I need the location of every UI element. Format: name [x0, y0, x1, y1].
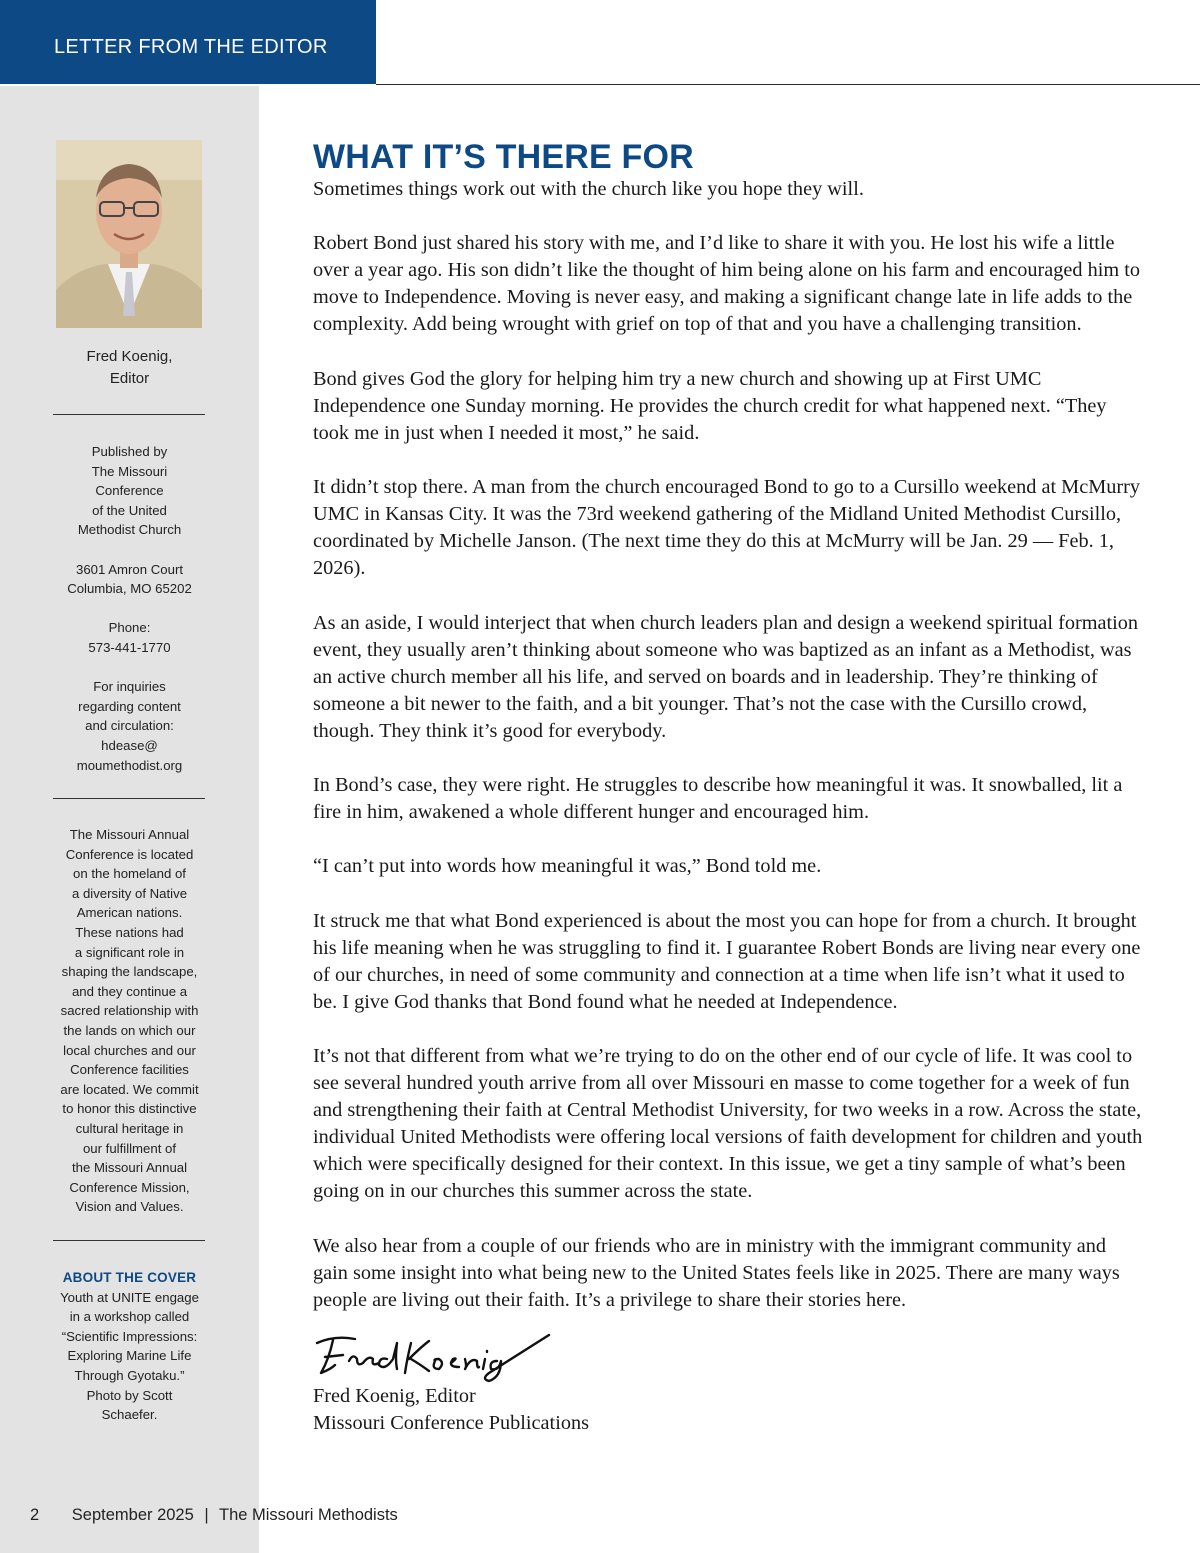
acknowledgement-line: shaping the landscape, — [61, 964, 198, 980]
acknowledgement-line: Conference Mission, — [69, 1179, 190, 1195]
phone-number: 573-441-1770 — [88, 639, 171, 655]
article-paragraph: It didn’t stop there. A man from the church encouraged Bond to go to a Cursillo weekend at McMurry UMC in Kansas City. It was the 73rd weekend gathering of the Midland United Methodist Cursillo, coordinated by Michelle Janson. (The next time they do this at McMurry will be Jan. 29 — Feb. 1, 2026). — [313, 476, 1141, 580]
article-body — [313, 176, 1143, 1314]
caption-name: Fred Koenig, — [86, 348, 173, 365]
sidebar-divider — [53, 798, 205, 799]
about-the-cover — [22, 1268, 237, 1425]
acknowledgement-line: Conference is located — [65, 846, 194, 862]
article-paragraph: It struck me that what Bond experienced is about the most you can hope for from a church. It brought his life meaning when he was struggling to find it. I guarantee Robert Bonds are living near every one of our churches, in need of some community and connection at a time when life isn’t what it used to be. I give God thanks that Bond found what he needed at Independence. — [313, 909, 1141, 1013]
publisher-line: Conference — [95, 483, 164, 499]
sidebar-divider — [53, 414, 205, 415]
acknowledgement-line: the Missouri Annual — [71, 1160, 188, 1176]
caption-role: Editor — [109, 370, 150, 387]
acknowledgement-line: a significant role in — [74, 944, 185, 960]
article-paragraph: Robert Bond just shared his story with me, and I’d like to share it with you. He lost his wife a little over a year ago. His son didn’t like the thought of him being alone on his farm and encouraged him to move to Independence. Moving is never easy, and making a significant change late in life adds to the complexity. Add being wrought with grief on top of that and you have a challenging transition. — [313, 232, 1141, 336]
about-cover-line: “Scientific Impressions: — [61, 1328, 198, 1344]
article — [313, 138, 1143, 1437]
about-cover-heading: ABOUT THE COVER — [62, 1270, 197, 1285]
about-cover-line: Through Gyotaku.” — [74, 1367, 185, 1383]
section-label: LETTER FROM THE EDITOR — [0, 0, 376, 84]
inquiries-line: regarding content — [78, 698, 181, 714]
acknowledgement-line: sacred relationship with — [60, 1003, 199, 1019]
about-cover-line: Exploring Marine Life — [67, 1348, 192, 1364]
editor-portrait-icon — [56, 140, 202, 328]
acknowledgement-line: The Missouri Annual — [69, 827, 190, 842]
phone-label: Phone: — [108, 620, 151, 636]
article-paragraph: As an aside, I would interject that when church leaders plan and design a weekend spiritual formation event, they usually aren’t thinking about someone who was baptized as an infant as a Methodist, was an active church member all his life, and served on boards and in leadership. They’re thinking of someone a bit newer to the faith, and a bit younger. That’s not the case with the Cursillo crowd, though. They think it’s good for everybody. — [313, 611, 1139, 742]
page-footer — [30, 1506, 398, 1525]
publisher-line: of the United — [92, 502, 167, 518]
sidebar-divider — [53, 1240, 205, 1241]
article-paragraph: It’s not that different from what we’re trying to do on the other end of our cycle of life. It was cool to see several hundred youth arrive from all over Missouri en masse to come together for a week of fun and strengthening their faith at Central Methodist University, for two weeks in a row. Across the state, individual United Methodists were offering local versions of faith development for children and youth which were specifically designed for their context. In this issue, we get a tiny sample of what’s been going on in our churches this summer across the state. — [313, 1045, 1143, 1203]
email-line: moumethodist.org — [76, 757, 183, 773]
about-cover-line: Schaefer. — [101, 1407, 158, 1423]
page-number: 2 — [30, 1506, 40, 1524]
inquiries-line: and circulation: — [85, 718, 174, 734]
inquiries-line: For inquiries — [93, 679, 166, 695]
publisher-line: The Missouri — [91, 463, 168, 479]
acknowledgement-line: on the homeland of — [73, 866, 186, 882]
article-paragraph: Sometimes things work out with the church like you hope they will. — [313, 178, 864, 200]
acknowledgement-line: and they continue a — [71, 983, 188, 999]
sign-off-name: Fred Koenig, Editor — [313, 1385, 476, 1408]
sign-off-title: Missouri Conference Publications — [313, 1412, 590, 1435]
email-line: hdease@ — [101, 737, 158, 753]
publisher-line: Methodist Church — [77, 522, 182, 538]
acknowledgement-line: Vision and Values. — [75, 1199, 184, 1215]
acknowledgement-line: These nations had — [75, 924, 184, 940]
about-cover-line: in a workshop called — [69, 1309, 190, 1325]
publication-name: The Missouri Methodists — [218, 1506, 398, 1524]
article-headline: WHAT IT’S THERE FOR — [313, 138, 694, 176]
address-line: 3601 Amron Court — [75, 561, 184, 577]
sign-off — [313, 1383, 1143, 1437]
issue-date: September 2025 — [71, 1506, 194, 1524]
acknowledgement-line: our fulfillment of — [82, 1140, 177, 1156]
publisher-info — [22, 442, 237, 775]
address-line: Columbia, MO 65202 — [67, 581, 192, 597]
acknowledgement-line: are located. We commit — [60, 1081, 199, 1097]
acknowledgement-line: the lands on which our — [63, 1022, 196, 1038]
acknowledgement-line: cultural heritage in — [75, 1120, 184, 1136]
acknowledgement-line: a diversity of Native — [71, 885, 188, 901]
article-paragraph: We also hear from a couple of our friends who are in ministry with the immigrant community and gain some insight into what being new to the United States feels like in 2025. There are many ways people are living out their faith. It’s a privilege to share their stories here. — [313, 1234, 1120, 1311]
photo-caption — [30, 346, 229, 390]
acknowledgement-line: Conference facilities — [70, 1062, 189, 1078]
land-acknowledgement — [22, 825, 237, 1217]
publisher-line: Published by — [91, 444, 168, 459]
acknowledgement-line: to honor this distinctive — [62, 1101, 197, 1117]
acknowledgement-line: American nations. — [76, 905, 183, 921]
about-cover-line: Youth at UNITE engage — [60, 1289, 199, 1305]
footer-separator: | — [204, 1506, 209, 1524]
about-cover-line: Photo by Scott — [86, 1387, 173, 1403]
article-paragraph: In Bond’s case, they were right. He struggles to describe how meaningful it was. It snowballed, lit a fire in him, awakened a whole different hunger and encouraged him. — [313, 774, 1123, 824]
header-rule — [376, 84, 1200, 85]
acknowledgement-line: local churches and our — [63, 1042, 196, 1058]
article-paragraph: Bond gives God the glory for helping him try a new church and showing up at First UMC Independence one Sunday morning. He provides the church credit for what happened next. “They took me in just when I needed it most,” he said. — [313, 367, 1107, 444]
article-paragraph: “I can’t put into words how meaningful it was,” Bond told me. — [313, 855, 822, 878]
signature — [313, 1329, 1143, 1383]
sidebar — [0, 86, 259, 1553]
